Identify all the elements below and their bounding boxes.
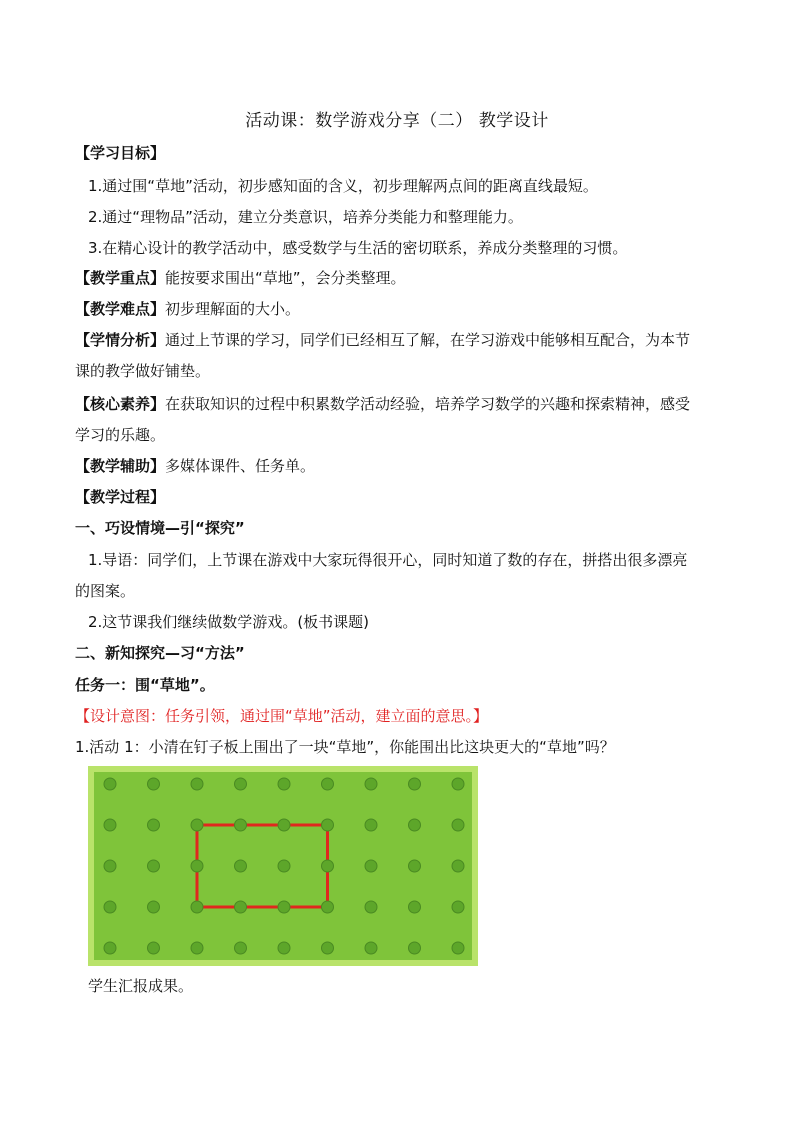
geoboard-peg [191,860,203,872]
geoboard-peg [452,819,464,831]
analysis-line-1 [75,330,725,350]
geoboard-peg [365,942,377,954]
geoboard-peg [235,778,247,790]
geoboard-peg [148,819,160,831]
objectives-heading: 【学习目标】 [75,144,166,162]
difficulty-text: 初步理解面的大小。 [165,300,301,318]
geoboard-peg [322,942,334,954]
activity-1: 1.活动 1：小清在钉子板上围出了一块“草地”，你能围出比这块更大的“草地”吗？ [75,738,615,756]
geoboard-peg [235,901,247,913]
geoboard-peg [235,819,247,831]
geoboard-peg [191,901,203,913]
objective-3: 3.在精心设计的教学活动中，感受数学与生活的密切联系，养成分类整理的习惯。 [88,239,628,257]
geoboard-peg [322,778,334,790]
geoboard-peg [452,942,464,954]
geoboard-peg [278,819,290,831]
difficulty-tag: 【教学难点】 [75,300,166,318]
geoboard-peg [322,819,334,831]
section-1-item-1a: 1.导语：同学们，上节课在游戏中大家玩得很开心，同时知道了数的存在，拼搭出很多漂亮 [88,551,688,569]
geoboard-peg [409,901,421,913]
geoboard-peg [409,860,421,872]
analysis-text-1: 通过上节课的学习，同学们已经相互了解，在学习游戏中能够相互配合，为本节 [165,331,691,349]
aids-text: 多媒体课件、任务单。 [165,457,316,475]
geoboard-peg [365,819,377,831]
geoboard-peg [365,860,377,872]
key-points [75,268,725,288]
geoboard-peg [148,942,160,954]
geoboard-peg [235,860,247,872]
geoboard-peg [322,901,334,913]
geoboard-peg [278,778,290,790]
geoboard-peg [452,901,464,913]
section-2-heading: 二、新知探究—习“方法” [75,644,245,662]
section-1-heading: 一、巧设情境—引“探究” [75,519,245,537]
key-points-text: 能按要求围出“草地”，会分类整理。 [165,269,406,287]
document-title: 活动课：数学游戏分享（二） 教学设计 [245,111,549,131]
geoboard-peg [104,901,116,913]
geoboard-peg [191,778,203,790]
key-points-tag: 【教学重点】 [75,269,166,287]
analysis-tag: 【学情分析】 [75,331,166,349]
difficulty [75,299,725,319]
geoboard-peg [104,778,116,790]
geoboard-peg [148,860,160,872]
geoboard-peg [365,901,377,913]
aids [75,456,725,476]
literacy-line-2: 学习的乐趣。 [75,426,166,444]
objective-1: 1.通过围“草地”活动，初步感知面的含义，初步理解两点间的距离直线最短。 [88,177,598,195]
geoboard-peg [104,860,116,872]
section-1-item-2: 2.这节课我们继续做数学游戏。(板书课题) [88,613,370,631]
geoboard-peg [278,860,290,872]
geoboard-peg [148,901,160,913]
geoboard-peg [452,860,464,872]
geoboard-peg [278,942,290,954]
geoboard-peg [409,778,421,790]
design-intent: 【设计意图：任务引领，通过围“草地”活动，建立面的意思。】 [75,707,489,725]
geoboard-image [88,766,478,966]
image-caption: 学生汇报成果。 [88,977,194,995]
geoboard-peg [409,942,421,954]
aids-tag: 【教学辅助】 [75,457,166,475]
task-1-heading: 任务一：围“草地”。 [75,676,215,694]
geoboard-peg [322,860,334,872]
objective-2: 2.通过“理物品”活动，建立分类意识，培养分类能力和整理能力。 [88,208,523,226]
literacy-text-1: 在获取知识的过程中积累数学活动经验，培养学习数学的兴趣和探索精神，感受 [165,395,691,413]
section-1-item-1b: 的图案。 [75,582,136,600]
geoboard-peg [365,778,377,790]
geoboard-peg [104,819,116,831]
geoboard-peg [148,778,160,790]
geoboard-peg [278,901,290,913]
literacy-line-1 [75,394,725,414]
geoboard-peg [235,942,247,954]
process-heading: 【教学过程】 [75,488,166,506]
literacy-tag: 【核心素养】 [75,395,166,413]
analysis-line-2: 课的教学做好铺垫。 [75,362,211,380]
geoboard-peg [191,819,203,831]
geoboard-peg [191,942,203,954]
geoboard-peg [104,942,116,954]
geoboard-peg [409,819,421,831]
geoboard-peg [452,778,464,790]
